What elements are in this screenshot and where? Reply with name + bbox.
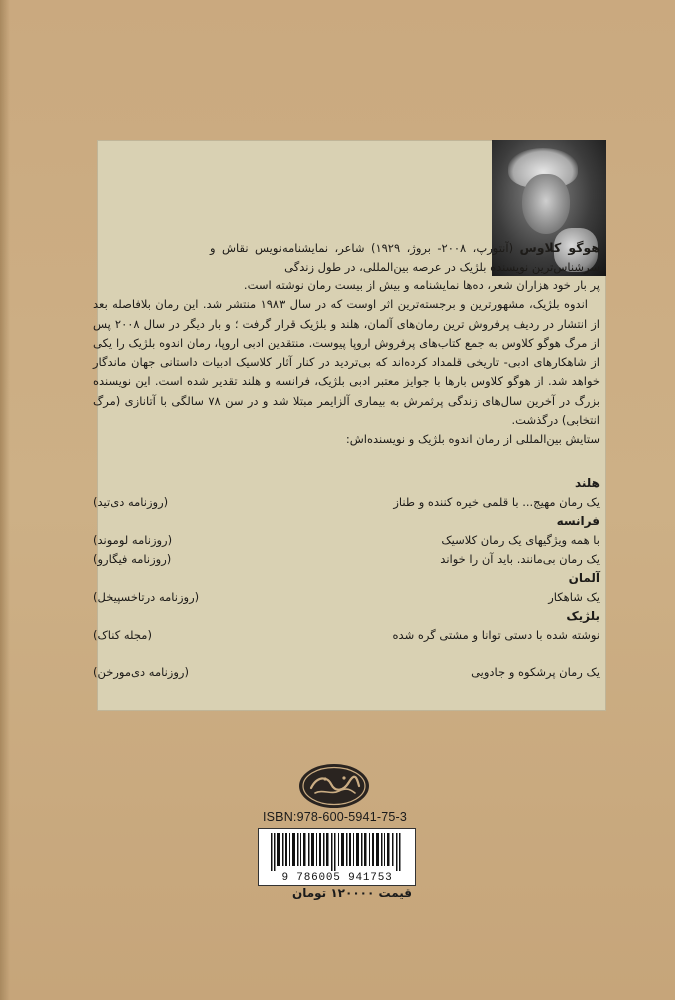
- review-item: [93, 588, 600, 607]
- review-item: [93, 550, 600, 569]
- reviews-section: [93, 474, 600, 682]
- barcode: [258, 828, 416, 886]
- review-source: (روزنامه درتاخسپیخل): [93, 590, 200, 604]
- review-item: [93, 493, 600, 512]
- review-item: [93, 663, 600, 682]
- author-face: [522, 174, 570, 234]
- author-bio-line3: پر بار خود هزاران شعر، ده‌ها نمایشنامه و بیش از بیست رمان نوشته است.: [243, 278, 600, 292]
- spacer: [93, 645, 600, 663]
- review-quote: با همه ویژگیهای یک رمان کلاسیک: [441, 533, 600, 547]
- review-quote: یک رمان پرشکوه و جادویی: [471, 665, 600, 679]
- review-source: (روزنامه دی‌تید): [93, 495, 169, 509]
- author-intro: [210, 238, 600, 278]
- isbn-label: ISBN:978-600-5941-75-3: [262, 810, 408, 824]
- review-item: [93, 626, 600, 645]
- review-source: (مجله کناک): [93, 628, 152, 642]
- review-quote: نوشته شده با دستی توانا و مشتی گره شده: [392, 628, 600, 642]
- praise-heading: ستایش بین‌المللی از رمان اندوه بلژیک و نویسنده‌اش:: [345, 432, 600, 447]
- barcode-bars: [271, 833, 403, 871]
- review-country: فرانسه: [556, 514, 600, 528]
- review-quote: یک رمان مهیج... با قلمی خیره کننده و طناز: [393, 495, 600, 509]
- review-country: بلژیک: [566, 609, 600, 623]
- author-bio-line2: نقاش و سرشناس‌ترین نویسنده بلژیک در عرصه بین‌المللی، در طول زندگی: [210, 241, 600, 275]
- barcode-digits: 9 786005 941753: [281, 872, 393, 884]
- review-quote: یک شاهکار: [548, 590, 600, 604]
- author-name: هوگو کلاوس: [519, 240, 600, 255]
- review-item: [93, 531, 600, 550]
- review-source: (روزنامه فیگارو): [93, 552, 172, 566]
- review-source: (روزنامه دی‌مورخن): [93, 665, 189, 679]
- description-paragraph: اندوه بلژیک، مشهورترین و برجسته‌ترین اثر اوست که در سال ۱۹۸۳ منتشر شد. این رمان بلافاصله بعد از انتشار در ردیف پرفروش ترین رمان‌های آلمان، هلند و بلژیک قرار گرفت ؛ و بار دیگر در سال ۲۰۰۸ پس از مرگ هوگو کلاوس به جمع کتاب‌های پرفروش اروپا پیوست. منتقدین ادبی اروپا، رمان اندوه بلژیک را یکی از شاهکارهای ادبی- تاریخی قلمداد کرده‌اند که بی‌تردید در کنار آثار کلاسیک ادبیات داستانی جهان ماندگار خواهد شد. از هوگو کلاوس بارها با جوایز معتبر ادبی بلژیک، فرانسه و هلند تقدیر شده است. این نویسنده بزرگ در آخرین سال‌های زندگی پرثمرش به بیماری آلزایمر مبتلا شد و در سن ۷۸ سالگی با آتانازی (مرگ انتخابی) درگذشت.: [93, 297, 600, 428]
- author-bio-line1: (آنتورپ، ۲۰۰۸- بروژ، ۱۹۲۹) شاعر، نمایشنامه‌نویس: [254, 241, 514, 255]
- review-country: هلند: [574, 476, 600, 490]
- spine-shadow: [0, 0, 10, 1000]
- review-source: (روزنامه لوموند): [93, 533, 173, 547]
- review-quote: یک رمان بی‌مانند. باید آن را خواند: [440, 552, 600, 566]
- price-label: قیمت ۱۲۰۰۰۰ تومان: [291, 886, 412, 900]
- description: [93, 276, 600, 450]
- review-country: آلمان: [568, 571, 600, 585]
- publisher-seal-icon: [297, 762, 371, 810]
